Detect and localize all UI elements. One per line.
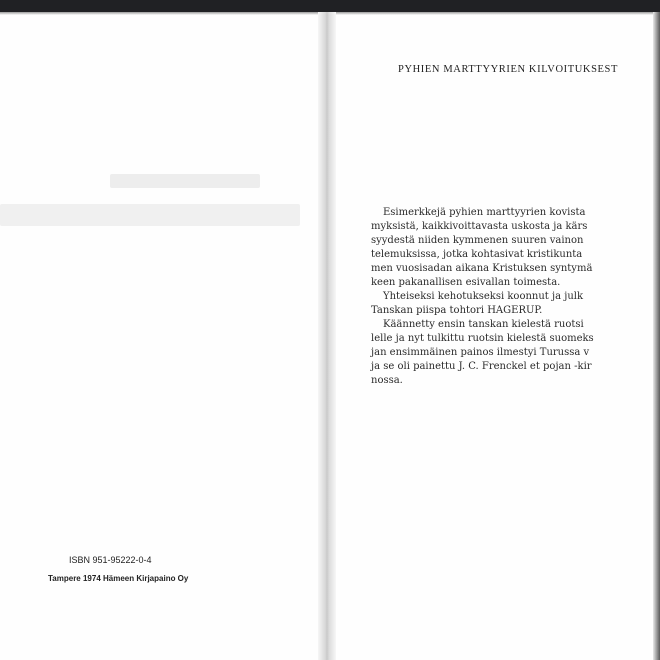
text-line: myksistä, kaikkivoittavasta uskosta ja kärs xyxy=(371,221,588,232)
text-line: men vuosisadan aikana Kristuksen syntymä xyxy=(371,263,593,274)
book-gutter xyxy=(318,12,336,660)
left-page xyxy=(0,0,318,660)
body-text xyxy=(371,206,660,388)
isbn-text: ISBN 951-95222-0-4 xyxy=(69,555,152,565)
page-title: PYHIEN MARTTYYRIEN KILVOITUKSEST xyxy=(398,64,619,75)
text-line: Käännetty ensin tanskan kielestä ruotsi xyxy=(383,319,584,330)
text-line: telemuksissa, jotka kohtasivat kristikunta xyxy=(371,249,583,260)
printer-imprint: Tampere 1974 Hämeen Kirjapaino Oy xyxy=(48,574,189,583)
text-line: ja se oli painettu J. C. Frenckel et pojan -kir xyxy=(371,361,592,372)
text-line: keen pakanallisen esivallan toimesta. xyxy=(371,277,561,288)
text-line: Esimerkkejä pyhien marttyyrien kovista xyxy=(383,207,586,218)
text-line: lelle ja nyt tulkittu ruotsin kielestä suomeks xyxy=(371,333,594,344)
text-line: jan ensimmäinen painos ilmestyi Turussa v xyxy=(371,347,590,358)
text-line: Yhteiseksi kehotukseksi koonnut ja julk xyxy=(383,291,584,302)
text-line: Tanskan piispa tohtori HAGERUP. xyxy=(371,305,543,316)
text-line: nossa. xyxy=(371,375,403,386)
text-line: syydestä niiden kymmenen suuren vainon xyxy=(371,235,584,246)
